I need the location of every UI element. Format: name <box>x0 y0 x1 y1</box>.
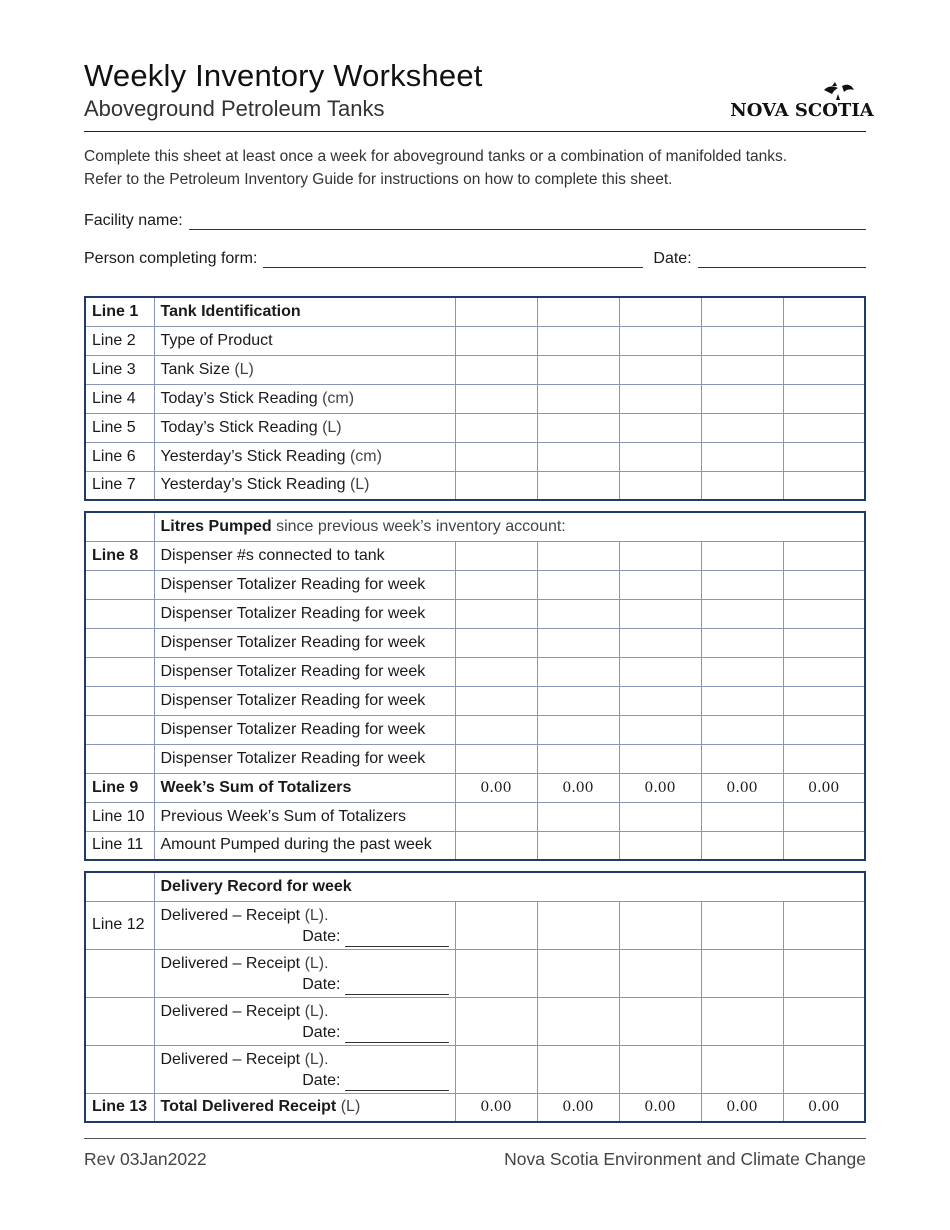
delivery-date-field[interactable] <box>345 1028 449 1043</box>
value-cell[interactable] <box>783 355 865 384</box>
row-label-text: Today’s Stick Reading <box>160 418 318 436</box>
unit-text: (L). <box>304 1003 329 1020</box>
value-cell[interactable] <box>455 686 537 715</box>
line-number: Line 10 <box>85 802 154 831</box>
value-cell[interactable] <box>783 384 865 413</box>
row-label <box>154 1093 455 1122</box>
value-cell[interactable] <box>537 744 619 773</box>
revision-date: Rev 03Jan2022 <box>84 1149 207 1169</box>
row-label: Previous Week’s Sum of Totalizers <box>154 802 455 831</box>
table-row <box>85 901 865 949</box>
line-number <box>85 599 154 628</box>
facility-name-row <box>84 212 866 230</box>
value-cell[interactable] <box>455 715 537 744</box>
line-number: Line 9 <box>85 773 154 802</box>
value-cell[interactable] <box>701 997 783 1045</box>
row-label: Dispenser Totalizer Reading for week <box>154 715 455 744</box>
unit-text: (cm) <box>349 447 382 465</box>
delivery-record-table <box>84 871 866 1123</box>
delivery-date-label: Date: <box>302 928 341 945</box>
value-cell[interactable] <box>455 901 537 949</box>
section-header <box>154 512 865 541</box>
value-cell[interactable] <box>701 442 783 471</box>
table-row <box>85 831 865 860</box>
department-name: Nova Scotia Environment and Climate Change <box>504 1149 866 1169</box>
delivery-date-field[interactable] <box>345 932 449 947</box>
sum-value: 0.00 <box>783 773 865 802</box>
sum-value: 0.00 <box>537 773 619 802</box>
value-cell[interactable] <box>619 802 701 831</box>
row-label <box>154 901 455 949</box>
table-row <box>85 297 865 326</box>
row-label: Week’s Sum of Totalizers <box>154 773 455 802</box>
table-row <box>85 541 865 570</box>
value-cell[interactable] <box>455 413 537 442</box>
value-cell[interactable] <box>537 686 619 715</box>
value-cell[interactable] <box>701 949 783 997</box>
value-cell[interactable] <box>455 384 537 413</box>
value-cell[interactable] <box>783 949 865 997</box>
date-label: Date: <box>653 250 692 267</box>
value-cell[interactable] <box>455 326 537 355</box>
value-cell[interactable] <box>619 471 701 500</box>
value-cell[interactable] <box>701 355 783 384</box>
value-cell[interactable] <box>455 599 537 628</box>
value-cell[interactable] <box>537 541 619 570</box>
value-cell[interactable] <box>783 901 865 949</box>
total-value: 0.00 <box>783 1093 865 1122</box>
table-row <box>85 442 865 471</box>
total-value: 0.00 <box>619 1093 701 1122</box>
value-cell[interactable] <box>701 1045 783 1093</box>
value-cell[interactable] <box>701 570 783 599</box>
row-label-text: Yesterday’s Stick Reading <box>160 447 346 465</box>
row-label-text: Tank Identification <box>160 302 301 320</box>
table-row <box>85 949 865 997</box>
value-cell[interactable] <box>701 802 783 831</box>
facility-name-field[interactable] <box>189 212 866 230</box>
value-cell[interactable] <box>537 831 619 860</box>
unit-text: (L). <box>304 1051 329 1068</box>
table-row <box>85 773 865 802</box>
value-cell[interactable] <box>537 326 619 355</box>
line-number: Line 3 <box>85 355 154 384</box>
line-number: Line 5 <box>85 413 154 442</box>
row-label: Dispenser #s connected to tank <box>154 541 455 570</box>
table-row <box>85 355 865 384</box>
value-cell[interactable] <box>537 802 619 831</box>
delivery-date-label: Date: <box>302 1024 341 1041</box>
value-cell[interactable] <box>783 628 865 657</box>
value-cell[interactable] <box>455 355 537 384</box>
row-label: Dispenser Totalizer Reading for week <box>154 628 455 657</box>
value-cell[interactable] <box>537 442 619 471</box>
value-cell[interactable] <box>783 715 865 744</box>
table-row <box>85 744 865 773</box>
facility-name-label: Facility name: <box>84 212 183 229</box>
tank-info-table <box>84 296 866 501</box>
delivery-date-field[interactable] <box>345 980 449 995</box>
value-cell[interactable] <box>619 715 701 744</box>
person-date-row <box>84 250 866 268</box>
section-header-rest: since previous week’s inventory account: <box>276 517 566 535</box>
value-cell[interactable] <box>701 657 783 686</box>
line-number <box>85 1045 154 1093</box>
instructions-line-2: Refer to the Petroleum Inventory Guide for instructions on how to complete this sheet. <box>84 170 673 188</box>
row-label: Dispenser Totalizer Reading for week <box>154 657 455 686</box>
value-cell[interactable] <box>619 686 701 715</box>
table-row <box>85 512 865 541</box>
table-row <box>85 413 865 442</box>
value-cell[interactable] <box>619 355 701 384</box>
line-number <box>85 512 154 541</box>
delivered-label: Delivered – Receipt <box>160 907 301 924</box>
value-cell[interactable] <box>783 442 865 471</box>
value-cell[interactable] <box>537 715 619 744</box>
row-label <box>154 997 455 1045</box>
value-cell[interactable] <box>701 715 783 744</box>
delivery-date-label: Date: <box>302 1072 341 1089</box>
table-row <box>85 1093 865 1122</box>
line-number <box>85 997 154 1045</box>
value-cell[interactable] <box>783 471 865 500</box>
value-cell[interactable] <box>455 628 537 657</box>
page-title: Weekly Inventory Worksheet <box>84 58 483 93</box>
value-cell[interactable] <box>619 442 701 471</box>
litres-pumped-table <box>84 511 866 861</box>
value-cell[interactable] <box>619 541 701 570</box>
delivered-label: Delivered – Receipt <box>160 955 301 972</box>
table-row <box>85 471 865 500</box>
value-cell[interactable] <box>783 541 865 570</box>
value-cell[interactable] <box>455 1045 537 1093</box>
row-label <box>154 384 455 413</box>
value-cell[interactable] <box>783 997 865 1045</box>
value-cell[interactable] <box>619 570 701 599</box>
value-cell[interactable] <box>537 471 619 500</box>
value-cell[interactable] <box>619 949 701 997</box>
unit-text: (L) <box>349 476 370 494</box>
value-cell[interactable] <box>619 744 701 773</box>
value-cell[interactable] <box>701 599 783 628</box>
total-value: 0.00 <box>701 1093 783 1122</box>
table-row <box>85 657 865 686</box>
value-cell[interactable] <box>783 831 865 860</box>
value-cell[interactable] <box>619 831 701 860</box>
value-cell[interactable] <box>701 831 783 860</box>
line-number <box>85 872 154 901</box>
row-label-text: Type of Product <box>160 331 273 349</box>
value-cell[interactable] <box>537 997 619 1045</box>
total-value: 0.00 <box>455 1093 537 1122</box>
row-label: Dispenser Totalizer Reading for week <box>154 686 455 715</box>
value-cell[interactable] <box>455 997 537 1045</box>
value-cell[interactable] <box>701 471 783 500</box>
instructions-line-1: Complete this sheet at least once a week for aboveground tanks or a combination of manifolded tanks. <box>84 148 788 165</box>
value-cell[interactable] <box>783 570 865 599</box>
row-label-text: Yesterday’s Stick Reading <box>160 476 346 494</box>
table-row <box>85 997 865 1045</box>
sum-value: 0.00 <box>619 773 701 802</box>
row-label <box>154 442 455 471</box>
total-value: 0.00 <box>537 1093 619 1122</box>
value-cell[interactable] <box>455 744 537 773</box>
date-field[interactable] <box>698 250 866 268</box>
value-cell[interactable] <box>701 686 783 715</box>
unit-text: (L) <box>340 1098 361 1116</box>
value-cell[interactable] <box>783 657 865 686</box>
delivery-date-label: Date: <box>302 976 341 993</box>
value-cell[interactable] <box>701 901 783 949</box>
line-number <box>85 744 154 773</box>
value-cell[interactable] <box>537 1045 619 1093</box>
value-cell[interactable] <box>537 599 619 628</box>
line-number: Line 6 <box>85 442 154 471</box>
line-number: Line 13 <box>85 1093 154 1122</box>
instructions <box>84 146 866 191</box>
nova-scotia-logo <box>730 82 874 122</box>
value-cell[interactable] <box>783 802 865 831</box>
row-label <box>154 413 455 442</box>
unit-text: (L) <box>234 360 254 378</box>
unit-text: (L). <box>304 955 329 972</box>
line-number: Line 12 <box>85 901 154 949</box>
value-cell[interactable] <box>619 297 701 326</box>
value-cell[interactable] <box>455 831 537 860</box>
value-cell[interactable] <box>701 541 783 570</box>
section-header-bold: Litres Pumped <box>160 517 272 535</box>
value-cell[interactable] <box>537 355 619 384</box>
value-cell[interactable] <box>701 628 783 657</box>
table-row <box>85 1045 865 1093</box>
row-label <box>154 326 455 355</box>
line-number <box>85 657 154 686</box>
row-label-text: Today’s Stick Reading <box>160 389 318 407</box>
value-cell[interactable] <box>455 442 537 471</box>
sum-value: 0.00 <box>701 773 783 802</box>
row-label: Dispenser Totalizer Reading for week <box>154 744 455 773</box>
value-cell[interactable] <box>783 413 865 442</box>
person-completing-field[interactable] <box>263 250 643 268</box>
row-label: Dispenser Totalizer Reading for week <box>154 599 455 628</box>
value-cell[interactable] <box>783 744 865 773</box>
row-label <box>154 949 455 997</box>
value-cell[interactable] <box>783 599 865 628</box>
row-label <box>154 355 455 384</box>
value-cell[interactable] <box>701 744 783 773</box>
table-row <box>85 872 865 901</box>
value-cell[interactable] <box>619 901 701 949</box>
value-cell[interactable] <box>619 326 701 355</box>
value-cell[interactable] <box>455 949 537 997</box>
row-label-text: Tank Size <box>160 360 230 378</box>
table-row <box>85 715 865 744</box>
logo-text: NOVA SCOTIA <box>730 100 874 121</box>
row-label <box>154 297 455 326</box>
value-cell[interactable] <box>537 384 619 413</box>
value-cell[interactable] <box>455 471 537 500</box>
delivery-date-field[interactable] <box>345 1076 449 1091</box>
value-cell[interactable] <box>537 901 619 949</box>
line-number: Line 11 <box>85 831 154 860</box>
value-cell[interactable] <box>537 570 619 599</box>
row-label: Amount Pumped during the past week <box>154 831 455 860</box>
sum-value: 0.00 <box>455 773 537 802</box>
row-label <box>154 471 455 500</box>
unit-text: (L) <box>322 418 342 436</box>
page-footer <box>84 1138 866 1169</box>
value-cell[interactable] <box>619 384 701 413</box>
page-subtitle: Aboveground Petroleum Tanks <box>84 96 385 121</box>
table-row <box>85 686 865 715</box>
value-cell[interactable] <box>537 949 619 997</box>
line-number: Line 1 <box>85 297 154 326</box>
line-number <box>85 570 154 599</box>
unit-text: (cm) <box>322 389 355 407</box>
total-label: Total Delivered Receipt <box>160 1098 337 1116</box>
value-cell[interactable] <box>455 570 537 599</box>
value-cell[interactable] <box>537 297 619 326</box>
line-number: Line 2 <box>85 326 154 355</box>
line-number: Line 8 <box>85 541 154 570</box>
value-cell[interactable] <box>619 657 701 686</box>
person-completing-label: Person completing form: <box>84 250 258 267</box>
line-number <box>85 715 154 744</box>
table-row <box>85 384 865 413</box>
value-cell[interactable] <box>783 297 865 326</box>
row-label: Dispenser Totalizer Reading for week <box>154 570 455 599</box>
value-cell[interactable] <box>455 541 537 570</box>
value-cell[interactable] <box>783 326 865 355</box>
value-cell[interactable] <box>537 413 619 442</box>
table-row <box>85 326 865 355</box>
value-cell[interactable] <box>619 599 701 628</box>
line-number <box>85 949 154 997</box>
value-cell[interactable] <box>783 1045 865 1093</box>
section-header: Delivery Record for week <box>154 872 865 901</box>
table-row <box>85 599 865 628</box>
row-label <box>154 1045 455 1093</box>
value-cell[interactable] <box>783 686 865 715</box>
unit-text: (L). <box>304 907 329 924</box>
page-header <box>84 58 874 132</box>
value-cell[interactable] <box>619 413 701 442</box>
table-row <box>85 570 865 599</box>
value-cell[interactable] <box>537 628 619 657</box>
line-number <box>85 686 154 715</box>
value-cell[interactable] <box>701 384 783 413</box>
value-cell[interactable] <box>619 628 701 657</box>
line-number: Line 4 <box>85 384 154 413</box>
line-number <box>85 628 154 657</box>
value-cell[interactable] <box>701 297 783 326</box>
value-cell[interactable] <box>455 802 537 831</box>
table-row <box>85 628 865 657</box>
value-cell[interactable] <box>455 297 537 326</box>
value-cell[interactable] <box>537 657 619 686</box>
value-cell[interactable] <box>619 1045 701 1093</box>
value-cell[interactable] <box>455 657 537 686</box>
value-cell[interactable] <box>701 326 783 355</box>
table-row <box>85 802 865 831</box>
line-number: Line 7 <box>85 471 154 500</box>
value-cell[interactable] <box>701 413 783 442</box>
delivered-label: Delivered – Receipt <box>160 1051 301 1068</box>
delivered-label: Delivered – Receipt <box>160 1003 301 1020</box>
value-cell[interactable] <box>619 997 701 1045</box>
